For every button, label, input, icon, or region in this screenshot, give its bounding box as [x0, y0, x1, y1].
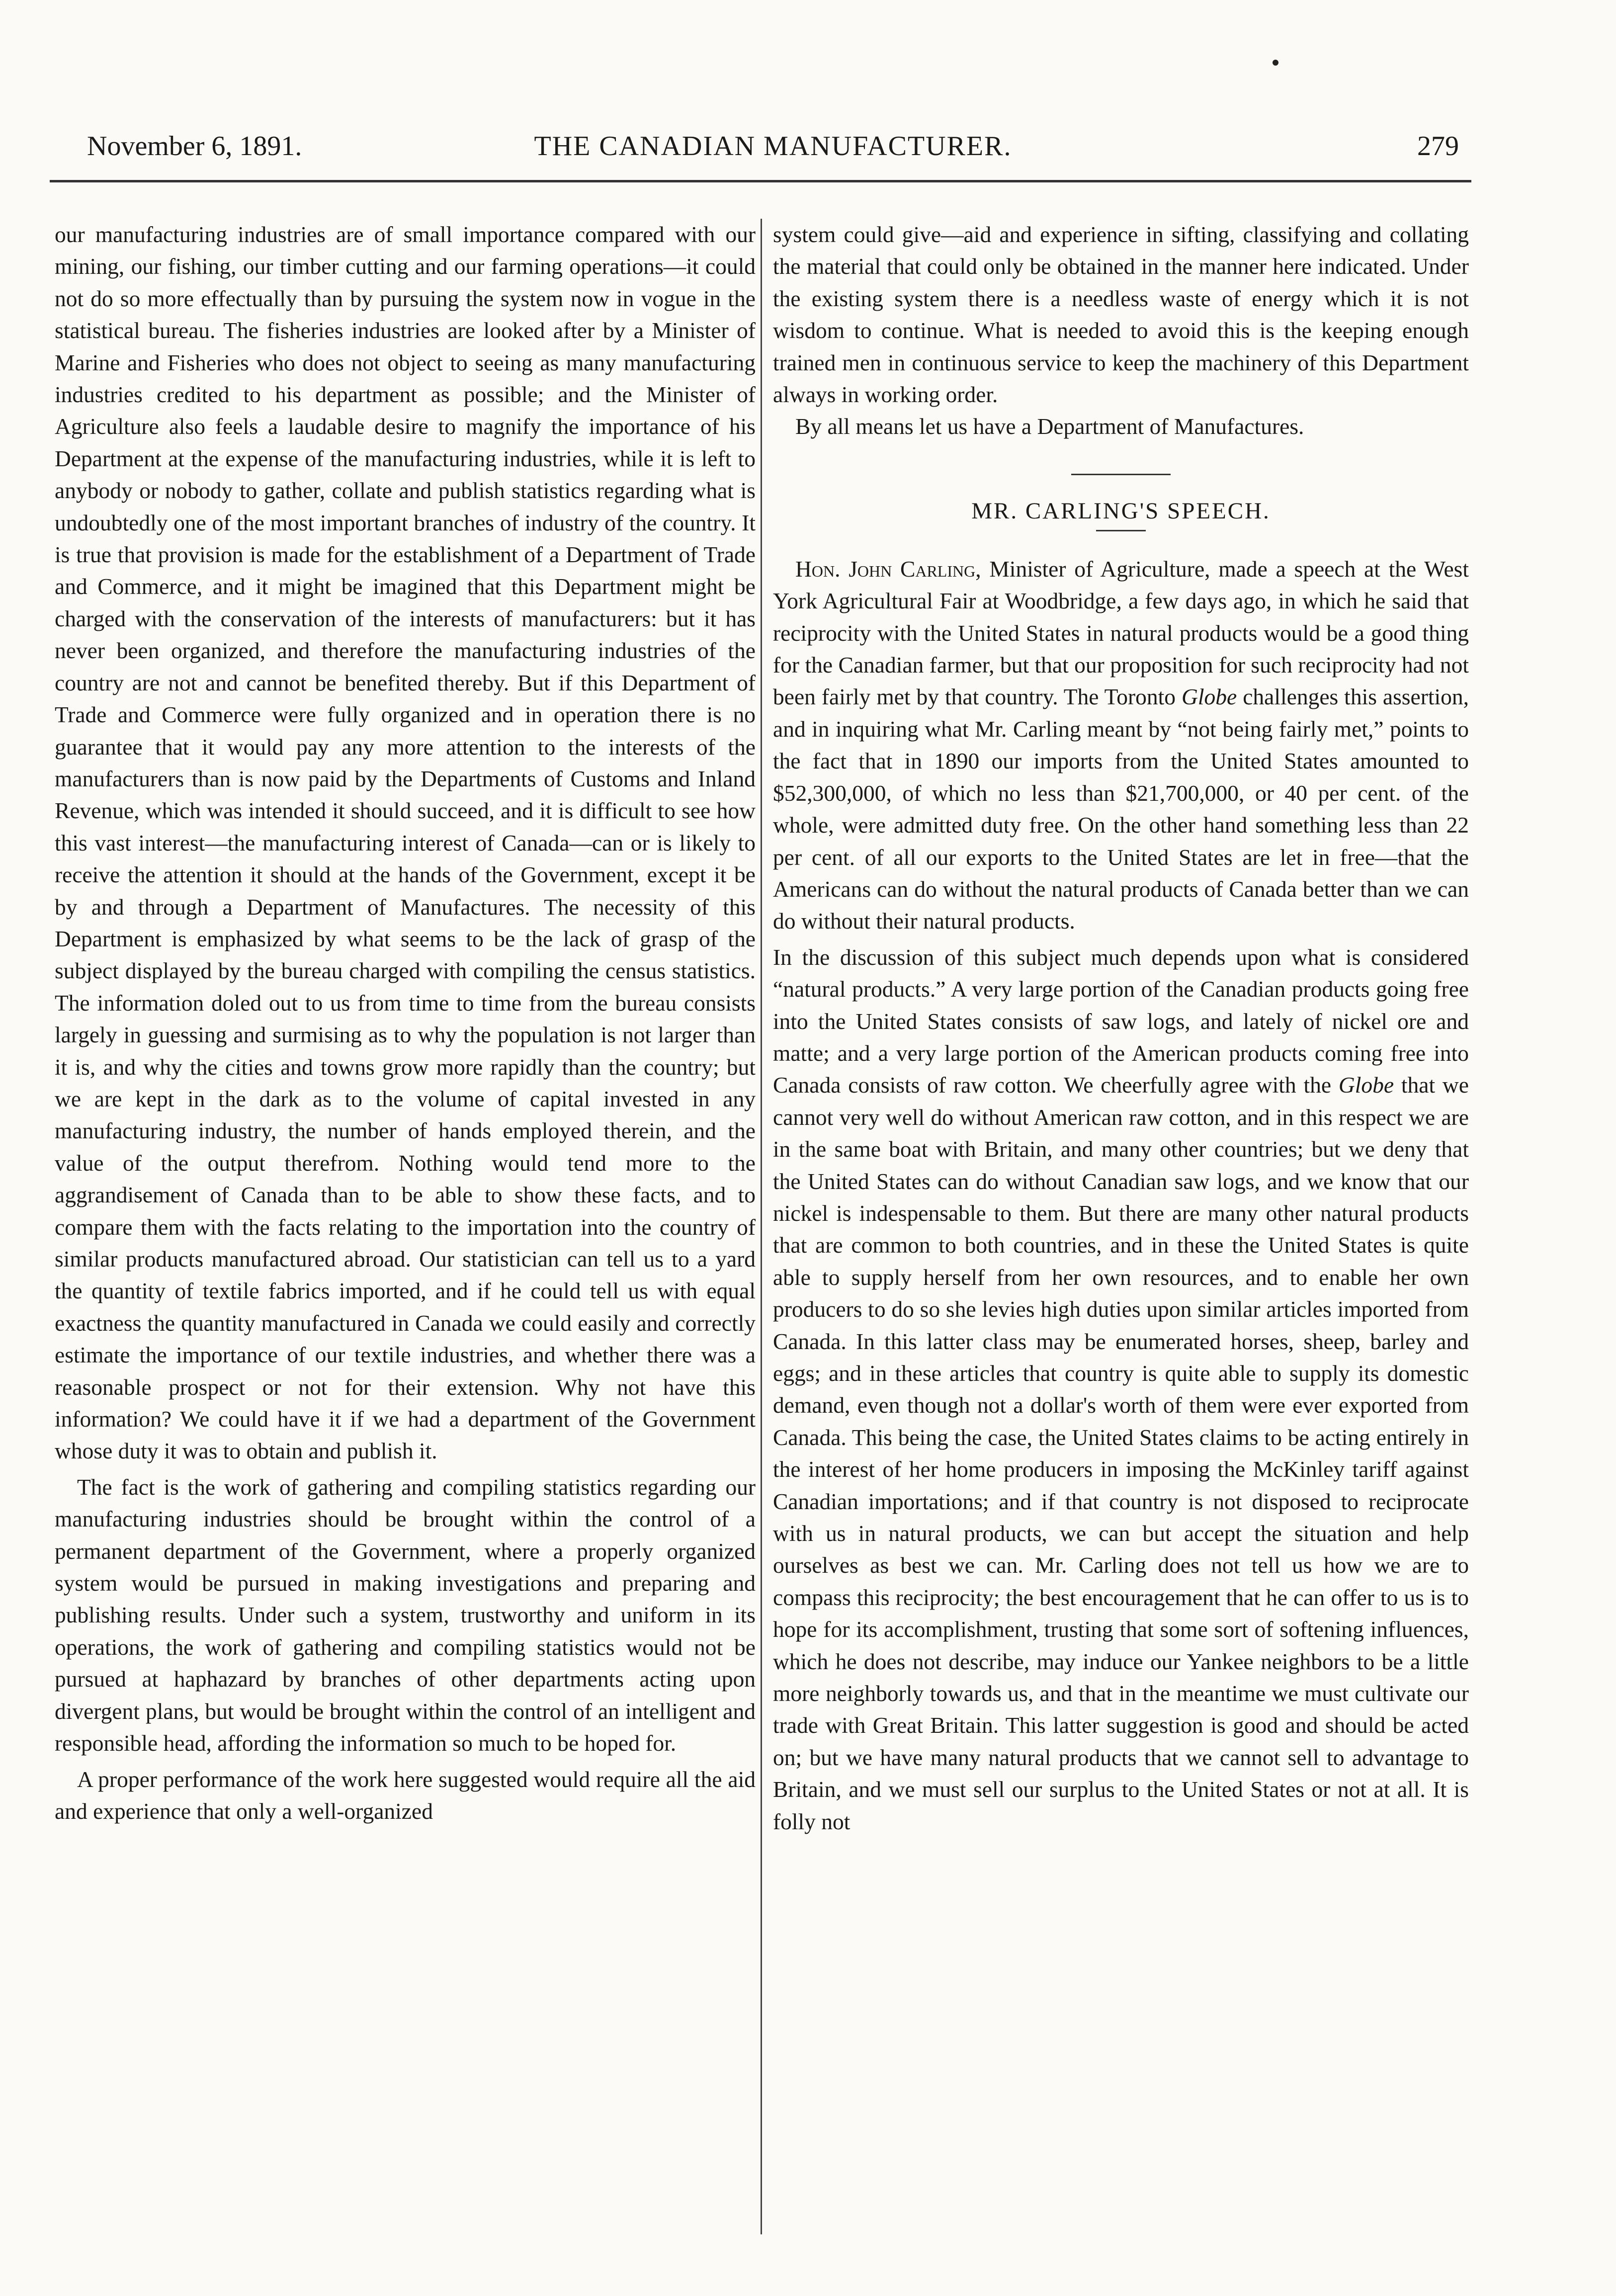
section-heading: MR. CARLING'S SPEECH. [971, 498, 1271, 524]
header-rule [50, 180, 1471, 182]
right-column [773, 219, 1469, 1838]
issue-date: November 6, 1891. [87, 131, 302, 162]
left-paragraph-1: our manufacturing industries are of small importance compared with our mining, our fishing, our timber cutting and our farming operations—it could not do so more effectually than by pursuing the system now in vogue in the statistical bureau. The fisheries industries are looked after by a Minister of Marine and Fisheries who does not object to seeing as many manufacturing industries credited to his department as possible; and the Minister of Agriculture also feels a laudable desire to magnify the importance of his Department at the expense of the manufacturing industries, while it is left to anybody or nobody to gather, collate and publish statistics regarding what is undoubtedly one of the most important branches of industry of the country. It is true that provision is made for the establishment of a Department of Trade and Commerce, and it might be imagined that this Department might be charged with the conservation of the interests of manufacturers: but it has never been organized, and therefore the manufacturing industries of the country are not and cannot be benefited thereby. But if this Department of Trade and Commerce were fully organized and in operation there is no guarantee that it would pay any more attention to the interests of the manufacturers than is now paid by the Departments of Customs and Inland Revenue, which was intended it should succeed, and it is difficult to see how this vast interest—the manufacturing interest of Canada—can or is likely to receive the attention it should at the hands of the Government, except it be by and through a Department of Manufactures. The necessity of this Department is emphasized by what seems to be the lack of grasp of the subject displayed by the bureau charged with compiling the census statistics. The information doled out to us from time to time from the bureau consists largely in guessing and surmising as to why the population is not larger than it is, and why the cities and towns grow more rapidly than the country; but we are kept in the dark as to the volume of capital invested in any manufacturing industry, the number of hands employed therein, and the value of the output therefrom. Nothing would tend more to the aggrandisement of Canada than to be able to show these facts, and to compare them with the facts relating to the importation into the country of similar products manufactured abroad. Our statistician can tell us to a yard the quantity of textile fabrics imported, and if he could tell us with equal exactness the quantity manufactured in Canada we could easily and correctly estimate the importance of our textile industries, and whether there was a reasonable prospect or not for their extension. Why not have this information? We could have it if we had a department of the Government whose duty it was to obtain and publish it. [55, 222, 756, 1464]
right-paragraph-4 [773, 941, 1469, 1838]
paragraph-text: challenges this assertion, and in inquiring what Mr. Carling meant by “not being fairly met,” points to the fact that in 1890 our imports from the United States amounted to $52,300,000, of which no less than $21,700,000, or 40 per cent. of the whole, were admitted duty free. On the other hand something less than 22 per cent. of all our exports to the United States are let in free—that the Americans can do without the natural products of Canada better than we can do without their natural products. [773, 684, 1469, 934]
right-paragraph-2: By all means let us have a Department of Manufactures. [795, 414, 1304, 439]
right-paragraph-1: system could give—aid and experience in sifting, classifying and collating the material that could only be obtained in the manner here indicated. Under the existing system there is a needless waste of energy which it is not wisdom to continue. What is needed to avoid this is the keeping enough trained men in continuous service to keep the machinery of this Department always in working order. [773, 222, 1469, 408]
page-header [87, 130, 1459, 170]
newspaper-name: Globe [1338, 1072, 1394, 1098]
page-number: 279 [1417, 131, 1459, 162]
left-paragraph-3: A proper performance of the work here suggested would require all the aid and experience that only a well-organized [55, 1766, 756, 1824]
paragraph-text: In the discussion of this subject much depends upon what is considered “natural products.” A very large portion of the Canadian products going free into the United States consists of saw logs, and lately of nickel ore and matte; and a very large portion of the American products coming free into Canada consists of raw cotton. We cheerfully agree with the [773, 944, 1469, 1098]
ink-speck [1273, 60, 1278, 66]
left-column [55, 219, 756, 1827]
right-paragraph-3 [773, 553, 1469, 937]
publication-title: THE CANADIAN MANUFACTURER. [534, 131, 1012, 162]
heading-underline [1096, 530, 1146, 531]
section-divider [1071, 474, 1171, 475]
speaker-name: Hon. John Carling, [795, 556, 981, 582]
paragraph-text: that we cannot very well do without American raw cotton, and in this respect we are in the same boat with Britain, and many other countries; but we deny that the United States can do without Canadian saw logs, and we know that our nickel is indespensable to them. But there are many other natural products that are common to both countries, and in these the United States is quite able to supply herself from her own resources, and to enable her own producers to do so she levies high duties upon similar articles imported from Canada. In this latter class may be enumerated horses, sheep, barley and eggs; and in these articles that country is quite able to supply its domestic demand, even though not a dollar's worth of them were ever exported from Canada. This being the case, the United States claims to be acting entirely in the interest of her home producers in imposing the McKinley tariff against Canadian importations; and if that country is not disposed to reciprocate with us in natural products, we can but accept the situation and help ourselves as best we can. Mr. Carling does not tell us how we are to compass this reciprocity; the best encouragement that he can offer to us is to hope for its accomplishment, trusting that some sort of softening influences, which he does not describe, may induce our Yankee neighbors to be a little more neighborly towards us, and that in the meantime we must cultivate our trade with Great Britain. This latter suggestion is good and should be acted on; but we have many natural products that we cannot sell to advantage to Britain, and we must sell our surplus to the United States or not at all. It is folly not [773, 1072, 1469, 1834]
paragraph-text: Minister of Agriculture, made a speech at the West York Agricultural Fair at Woodbridge, a few days ago, in which he said that reciprocity with the United States in natural products would be a good thing for the Canadian farmer, but that our proposition for such reciprocity had not been fairly met by that country. The Toronto [773, 556, 1469, 710]
left-paragraph-2: The fact is the work of gathering and compiling statistics regarding our manufacturing industries should be brought within the control of a permanent department of the Government, where a properly organized system would be pursued in making investigations and preparing and publishing results. Under such a system, trustworthy and uniform in its operations, the work of gathering and compiling statistics would not be pursued at haphazard by branches of other departments acting upon divergent plans, but would be brought within the control of an intelligent and responsible head, affording the information so much to be hoped for. [55, 1474, 756, 1756]
newspaper-name: Globe [1182, 684, 1237, 710]
column-divider [761, 219, 762, 2234]
